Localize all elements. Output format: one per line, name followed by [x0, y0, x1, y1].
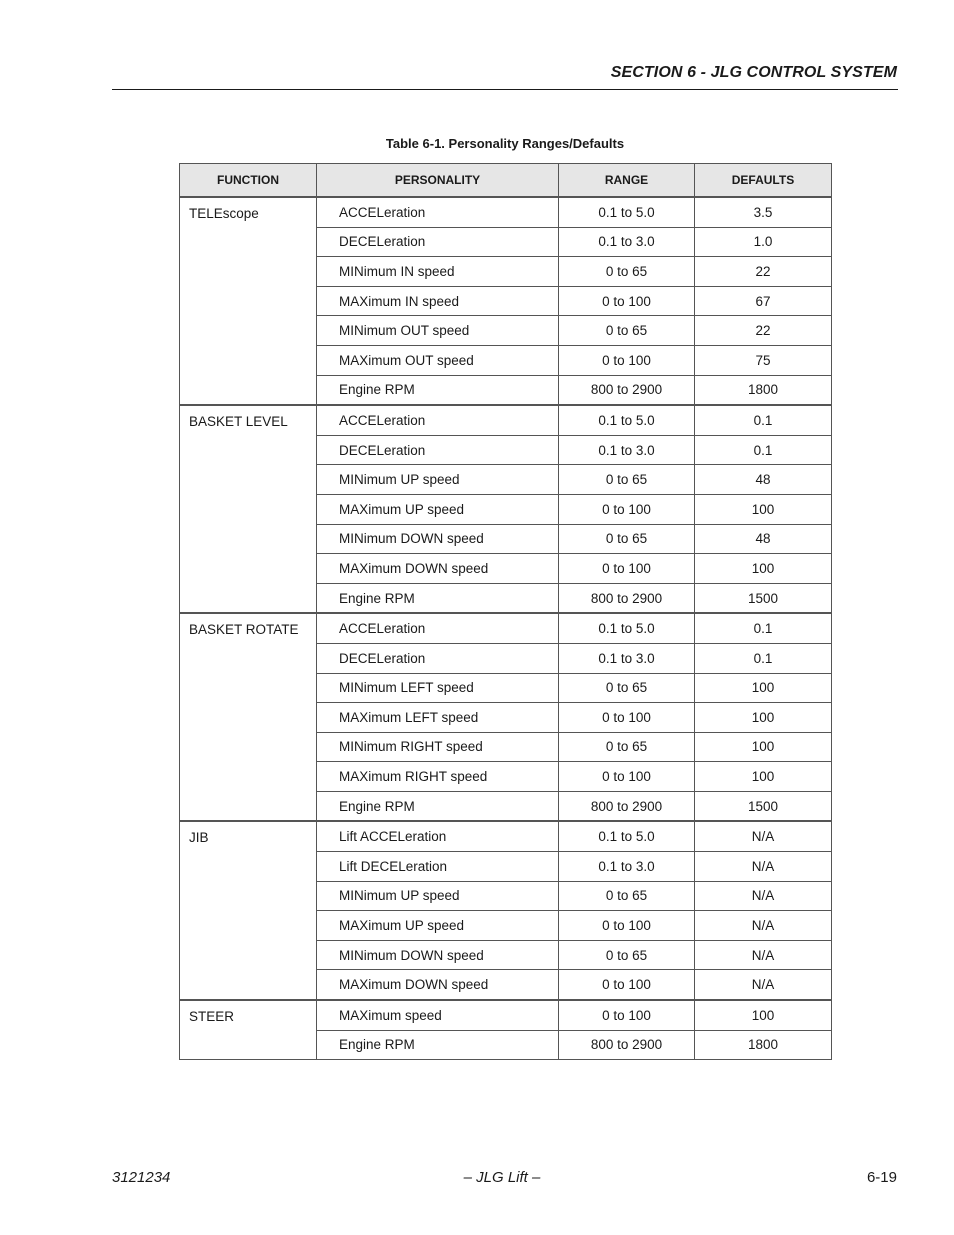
personality-cell: MINimum UP speed — [317, 881, 559, 911]
personality-cell: MAXimum UP speed — [317, 911, 559, 941]
range-cell: 0.1 to 3.0 — [559, 643, 695, 673]
range-cell: 0.1 to 5.0 — [559, 405, 695, 435]
table-row — [180, 197, 832, 227]
defaults-cell: 100 — [695, 494, 832, 524]
range-cell: 800 to 2900 — [559, 583, 695, 613]
defaults-cell: 1500 — [695, 583, 832, 613]
column-header-defaults: DEFAULTS — [695, 164, 832, 198]
range-cell: 800 to 2900 — [559, 791, 695, 821]
personality-cell: MINimum DOWN speed — [317, 940, 559, 970]
defaults-cell: 0.1 — [695, 405, 832, 435]
footer-doc-number: 3121234 — [112, 1169, 171, 1186]
personality-cell: MINimum OUT speed — [317, 316, 559, 346]
personality-cell: MAXimum speed — [317, 1000, 559, 1030]
defaults-cell: 48 — [695, 465, 832, 495]
personality-cell: ACCELeration — [317, 405, 559, 435]
personality-cell: MAXimum IN speed — [317, 286, 559, 316]
table-row — [180, 405, 832, 435]
range-cell: 0 to 100 — [559, 762, 695, 792]
personality-cell: DECELeration — [317, 435, 559, 465]
defaults-cell: N/A — [695, 821, 832, 851]
defaults-cell: N/A — [695, 881, 832, 911]
function-cell: BASKET LEVEL — [180, 405, 317, 613]
personality-cell: MINimum DOWN speed — [317, 524, 559, 554]
defaults-cell: 1800 — [695, 375, 832, 405]
defaults-cell: 22 — [695, 316, 832, 346]
personality-cell: MAXimum UP speed — [317, 494, 559, 524]
defaults-cell: N/A — [695, 940, 832, 970]
defaults-cell: 0.1 — [695, 435, 832, 465]
personality-cell: Engine RPM — [317, 1030, 559, 1060]
personality-cell: Engine RPM — [317, 583, 559, 613]
footer-page-number: 6-19 — [866, 1169, 897, 1186]
defaults-cell: 1800 — [695, 1030, 832, 1060]
personality-cell: MAXimum DOWN speed — [317, 970, 559, 1000]
defaults-cell: 100 — [695, 1000, 832, 1030]
range-cell: 0 to 65 — [559, 257, 695, 287]
defaults-cell: 100 — [695, 762, 832, 792]
defaults-cell: 48 — [695, 524, 832, 554]
range-cell: 0 to 100 — [559, 703, 695, 733]
range-cell: 0 to 65 — [559, 881, 695, 911]
defaults-cell: 0.1 — [695, 613, 832, 643]
personality-cell: MINimum IN speed — [317, 257, 559, 287]
range-cell: 800 to 2900 — [559, 1030, 695, 1060]
personality-cell: MAXimum LEFT speed — [317, 703, 559, 733]
personality-cell: ACCELeration — [317, 197, 559, 227]
range-cell: 0 to 100 — [559, 494, 695, 524]
defaults-cell: N/A — [695, 852, 832, 882]
defaults-cell: 0.1 — [695, 643, 832, 673]
column-header-function: FUNCTION — [180, 164, 317, 198]
range-cell: 0.1 to 3.0 — [559, 435, 695, 465]
defaults-cell: 22 — [695, 257, 832, 287]
personality-cell: MAXimum RIGHT speed — [317, 762, 559, 792]
header-rule — [112, 89, 898, 90]
column-header-personality: PERSONALITY — [317, 164, 559, 198]
defaults-cell: 1500 — [695, 791, 832, 821]
personality-cell: Engine RPM — [317, 791, 559, 821]
personality-cell: MINimum UP speed — [317, 465, 559, 495]
personality-cell: ACCELeration — [317, 613, 559, 643]
range-cell: 0 to 65 — [559, 465, 695, 495]
personality-cell: MINimum RIGHT speed — [317, 732, 559, 762]
range-cell: 800 to 2900 — [559, 375, 695, 405]
table-row — [180, 821, 832, 851]
range-cell: 0 to 100 — [559, 1000, 695, 1030]
function-cell: TELEscope — [180, 197, 317, 405]
personality-cell: DECELeration — [317, 643, 559, 673]
range-cell: 0 to 65 — [559, 940, 695, 970]
section-title: SECTION 6 - JLG CONTROL SYSTEM — [610, 64, 897, 81]
defaults-cell: N/A — [695, 970, 832, 1000]
range-cell: 0.1 to 5.0 — [559, 821, 695, 851]
table-row — [180, 1000, 832, 1030]
personality-cell: MAXimum OUT speed — [317, 345, 559, 375]
defaults-cell: 1.0 — [695, 227, 832, 257]
defaults-cell: N/A — [695, 911, 832, 941]
range-cell: 0.1 to 5.0 — [559, 197, 695, 227]
personality-cell: DECELeration — [317, 227, 559, 257]
function-cell: STEER — [180, 1000, 317, 1060]
defaults-cell: 100 — [695, 703, 832, 733]
table-row — [180, 613, 832, 643]
personality-cell: Engine RPM — [317, 375, 559, 405]
table-body — [180, 197, 832, 1060]
defaults-cell: 100 — [695, 673, 832, 703]
table-header-row — [180, 164, 832, 198]
table-caption: Table 6-1. Personality Ranges/Defaults — [385, 136, 625, 151]
range-cell: 0 to 100 — [559, 286, 695, 316]
defaults-cell: 75 — [695, 345, 832, 375]
range-cell: 0 to 65 — [559, 524, 695, 554]
function-cell: BASKET ROTATE — [180, 613, 317, 821]
range-cell: 0 to 65 — [559, 316, 695, 346]
function-cell: JIB — [180, 821, 317, 1000]
range-cell: 0 to 100 — [559, 345, 695, 375]
range-cell: 0 to 100 — [559, 554, 695, 584]
range-cell: 0.1 to 3.0 — [559, 852, 695, 882]
defaults-cell: 100 — [695, 732, 832, 762]
footer-center-title: – JLG Lift – — [463, 1169, 541, 1186]
personality-cell: MAXimum DOWN speed — [317, 554, 559, 584]
range-cell: 0 to 65 — [559, 673, 695, 703]
personality-cell: MINimum LEFT speed — [317, 673, 559, 703]
range-cell: 0.1 to 5.0 — [559, 613, 695, 643]
personality-ranges-table — [179, 163, 832, 1060]
range-cell: 0 to 100 — [559, 911, 695, 941]
defaults-cell: 3.5 — [695, 197, 832, 227]
personality-cell: Lift ACCELeration — [317, 821, 559, 851]
range-cell: 0 to 100 — [559, 970, 695, 1000]
range-cell: 0.1 to 3.0 — [559, 227, 695, 257]
defaults-cell: 67 — [695, 286, 832, 316]
column-header-range: RANGE — [559, 164, 695, 198]
range-cell: 0 to 65 — [559, 732, 695, 762]
personality-cell: Lift DECELeration — [317, 852, 559, 882]
defaults-cell: 100 — [695, 554, 832, 584]
